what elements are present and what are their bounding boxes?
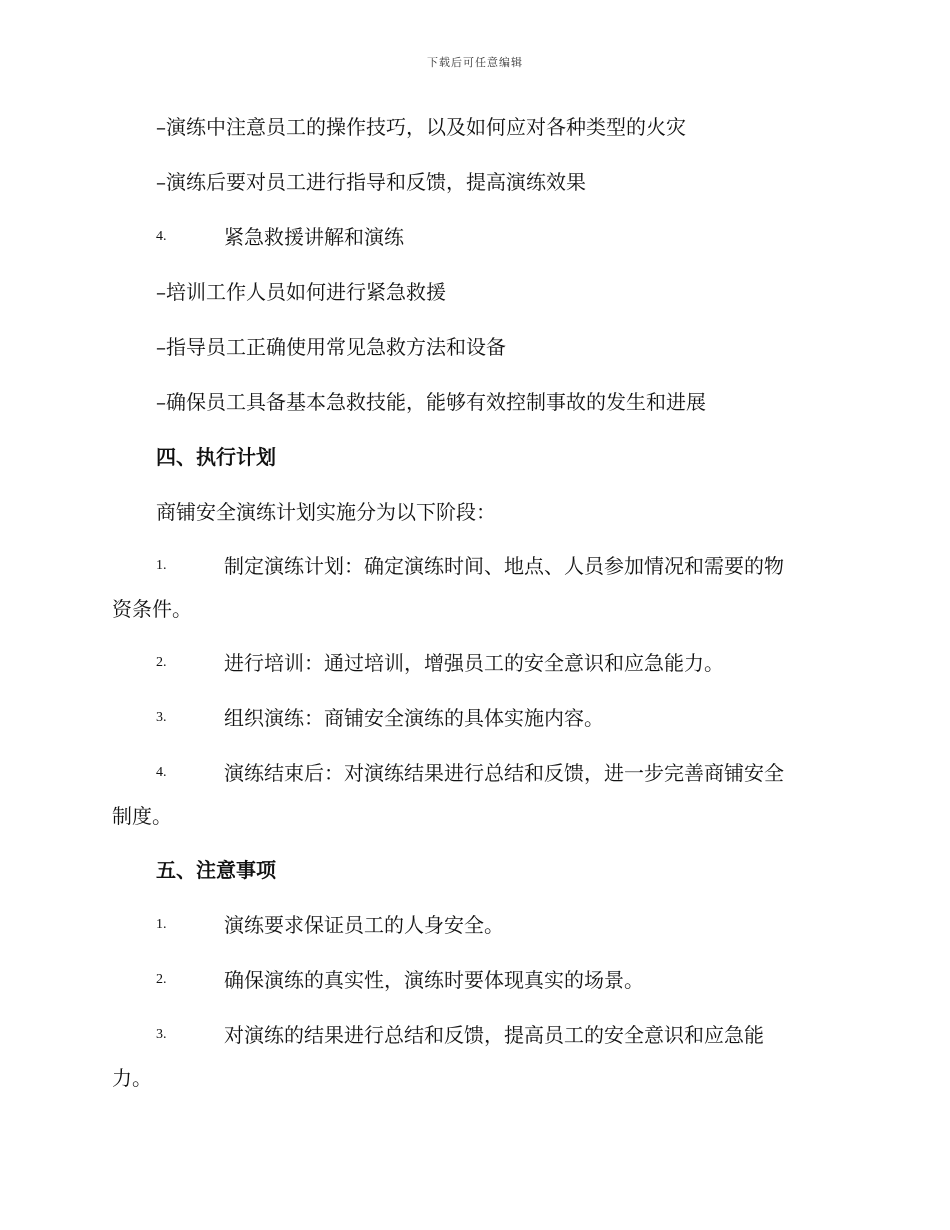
page-header-note: 下载后可任意编辑 [427, 56, 523, 69]
list-item-text: 演练结束后：对演练结果进行总结和反馈，进一步完善商铺安全 [224, 761, 784, 785]
bullet-line: –指导员工正确使用常见急救方法和设备 [156, 335, 506, 359]
list-item-continuation: 制度。 [112, 804, 172, 828]
list-item-text: 紧急救援讲解和演练 [224, 225, 404, 249]
list-item-continuation: 力。 [112, 1066, 152, 1090]
list-item-text: 制定演练计划：确定演练时间、地点、人员参加情况和需要的物 [224, 554, 784, 578]
list-item-continuation: 资条件。 [112, 597, 192, 621]
bullet-line: –确保员工具备基本急救技能，能够有效控制事故的发生和进展 [156, 390, 706, 414]
section-heading: 四、执行计划 [156, 445, 276, 469]
bullet-line: –演练中注意员工的操作技巧，以及如何应对各种类型的火灾 [156, 115, 686, 139]
list-number: 3. [156, 1027, 167, 1042]
section-heading: 五、注意事项 [156, 858, 276, 882]
list-item-text: 对演练的结果进行总结和反馈，提高员工的安全意识和应急能 [224, 1023, 764, 1047]
list-item-text: 确保演练的真实性，演练时要体现真实的场景。 [224, 968, 644, 992]
list-number: 1. [156, 917, 167, 932]
list-number: 4. [156, 765, 167, 780]
list-item-text: 组织演练：商铺安全演练的具体实施内容。 [224, 706, 604, 730]
list-item-text: 演练要求保证员工的人身安全。 [224, 913, 504, 937]
list-number: 2. [156, 655, 167, 670]
list-number: 3. [156, 710, 167, 725]
bullet-line: –演练后要对员工进行指导和反馈，提高演练效果 [156, 170, 586, 194]
list-number: 1. [156, 558, 167, 573]
bullet-line: –培训工作人员如何进行紧急救援 [156, 280, 446, 304]
list-number: 2. [156, 972, 167, 987]
list-number: 4. [156, 229, 167, 244]
list-item-text: 进行培训：通过培训，增强员工的安全意识和应急能力。 [224, 651, 724, 675]
section-intro: 商铺安全演练计划实施分为以下阶段： [156, 500, 496, 524]
